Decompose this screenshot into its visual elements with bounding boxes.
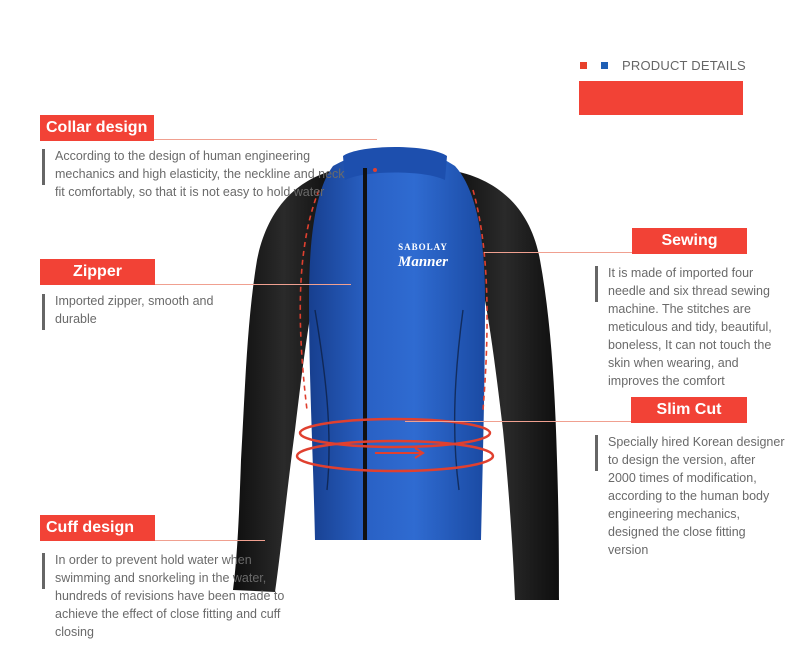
- red-square-marker: [580, 62, 587, 69]
- header-accent-bar: [579, 81, 743, 115]
- slim-leader-line: [405, 421, 631, 422]
- zipper-leader-line: [155, 284, 351, 285]
- collar-design-description: According to the design of human engineering mechanics and high elasticity, the neckline and neck fit comfortably, so that it is not easy to hold water: [42, 147, 352, 201]
- zipper-label: Zipper: [40, 259, 155, 285]
- section-title: PRODUCT DETAILS: [622, 58, 746, 73]
- cuff-design-label: Cuff design: [40, 515, 155, 541]
- slim-cut-description: Specially hired Korean designer to design the version, after 2000 times of modification, according to the human body engineering mechanics, designed the close fitting version: [595, 433, 785, 559]
- cuff-design-description: In order to prevent hold water when swimming and snorkeling in the water, hundreds of revisions have been made to achieve the effect of close fitting and cuff closing: [42, 551, 302, 641]
- zipper-description: Imported zipper, smooth and durable: [42, 292, 242, 328]
- sewing-description: It is made of imported four needle and six thread sewing machine. The stitches are meticulous and tidy, beautiful, boneless, It can not touch the skin when wearing, and improves the comfort: [595, 264, 790, 390]
- logo-script: Manner: [397, 254, 449, 270]
- collar-design-label: Collar design: [40, 115, 154, 141]
- zipper: [363, 168, 367, 540]
- cuff-leader-line: [155, 540, 265, 541]
- slim-cut-label: Slim Cut: [631, 397, 747, 423]
- sewing-leader-line: [484, 252, 632, 253]
- collar-leader-line: [153, 139, 377, 140]
- blue-square-marker: [601, 62, 608, 69]
- logo-top: SABOLAY: [398, 242, 448, 252]
- sewing-label: Sewing: [632, 228, 747, 254]
